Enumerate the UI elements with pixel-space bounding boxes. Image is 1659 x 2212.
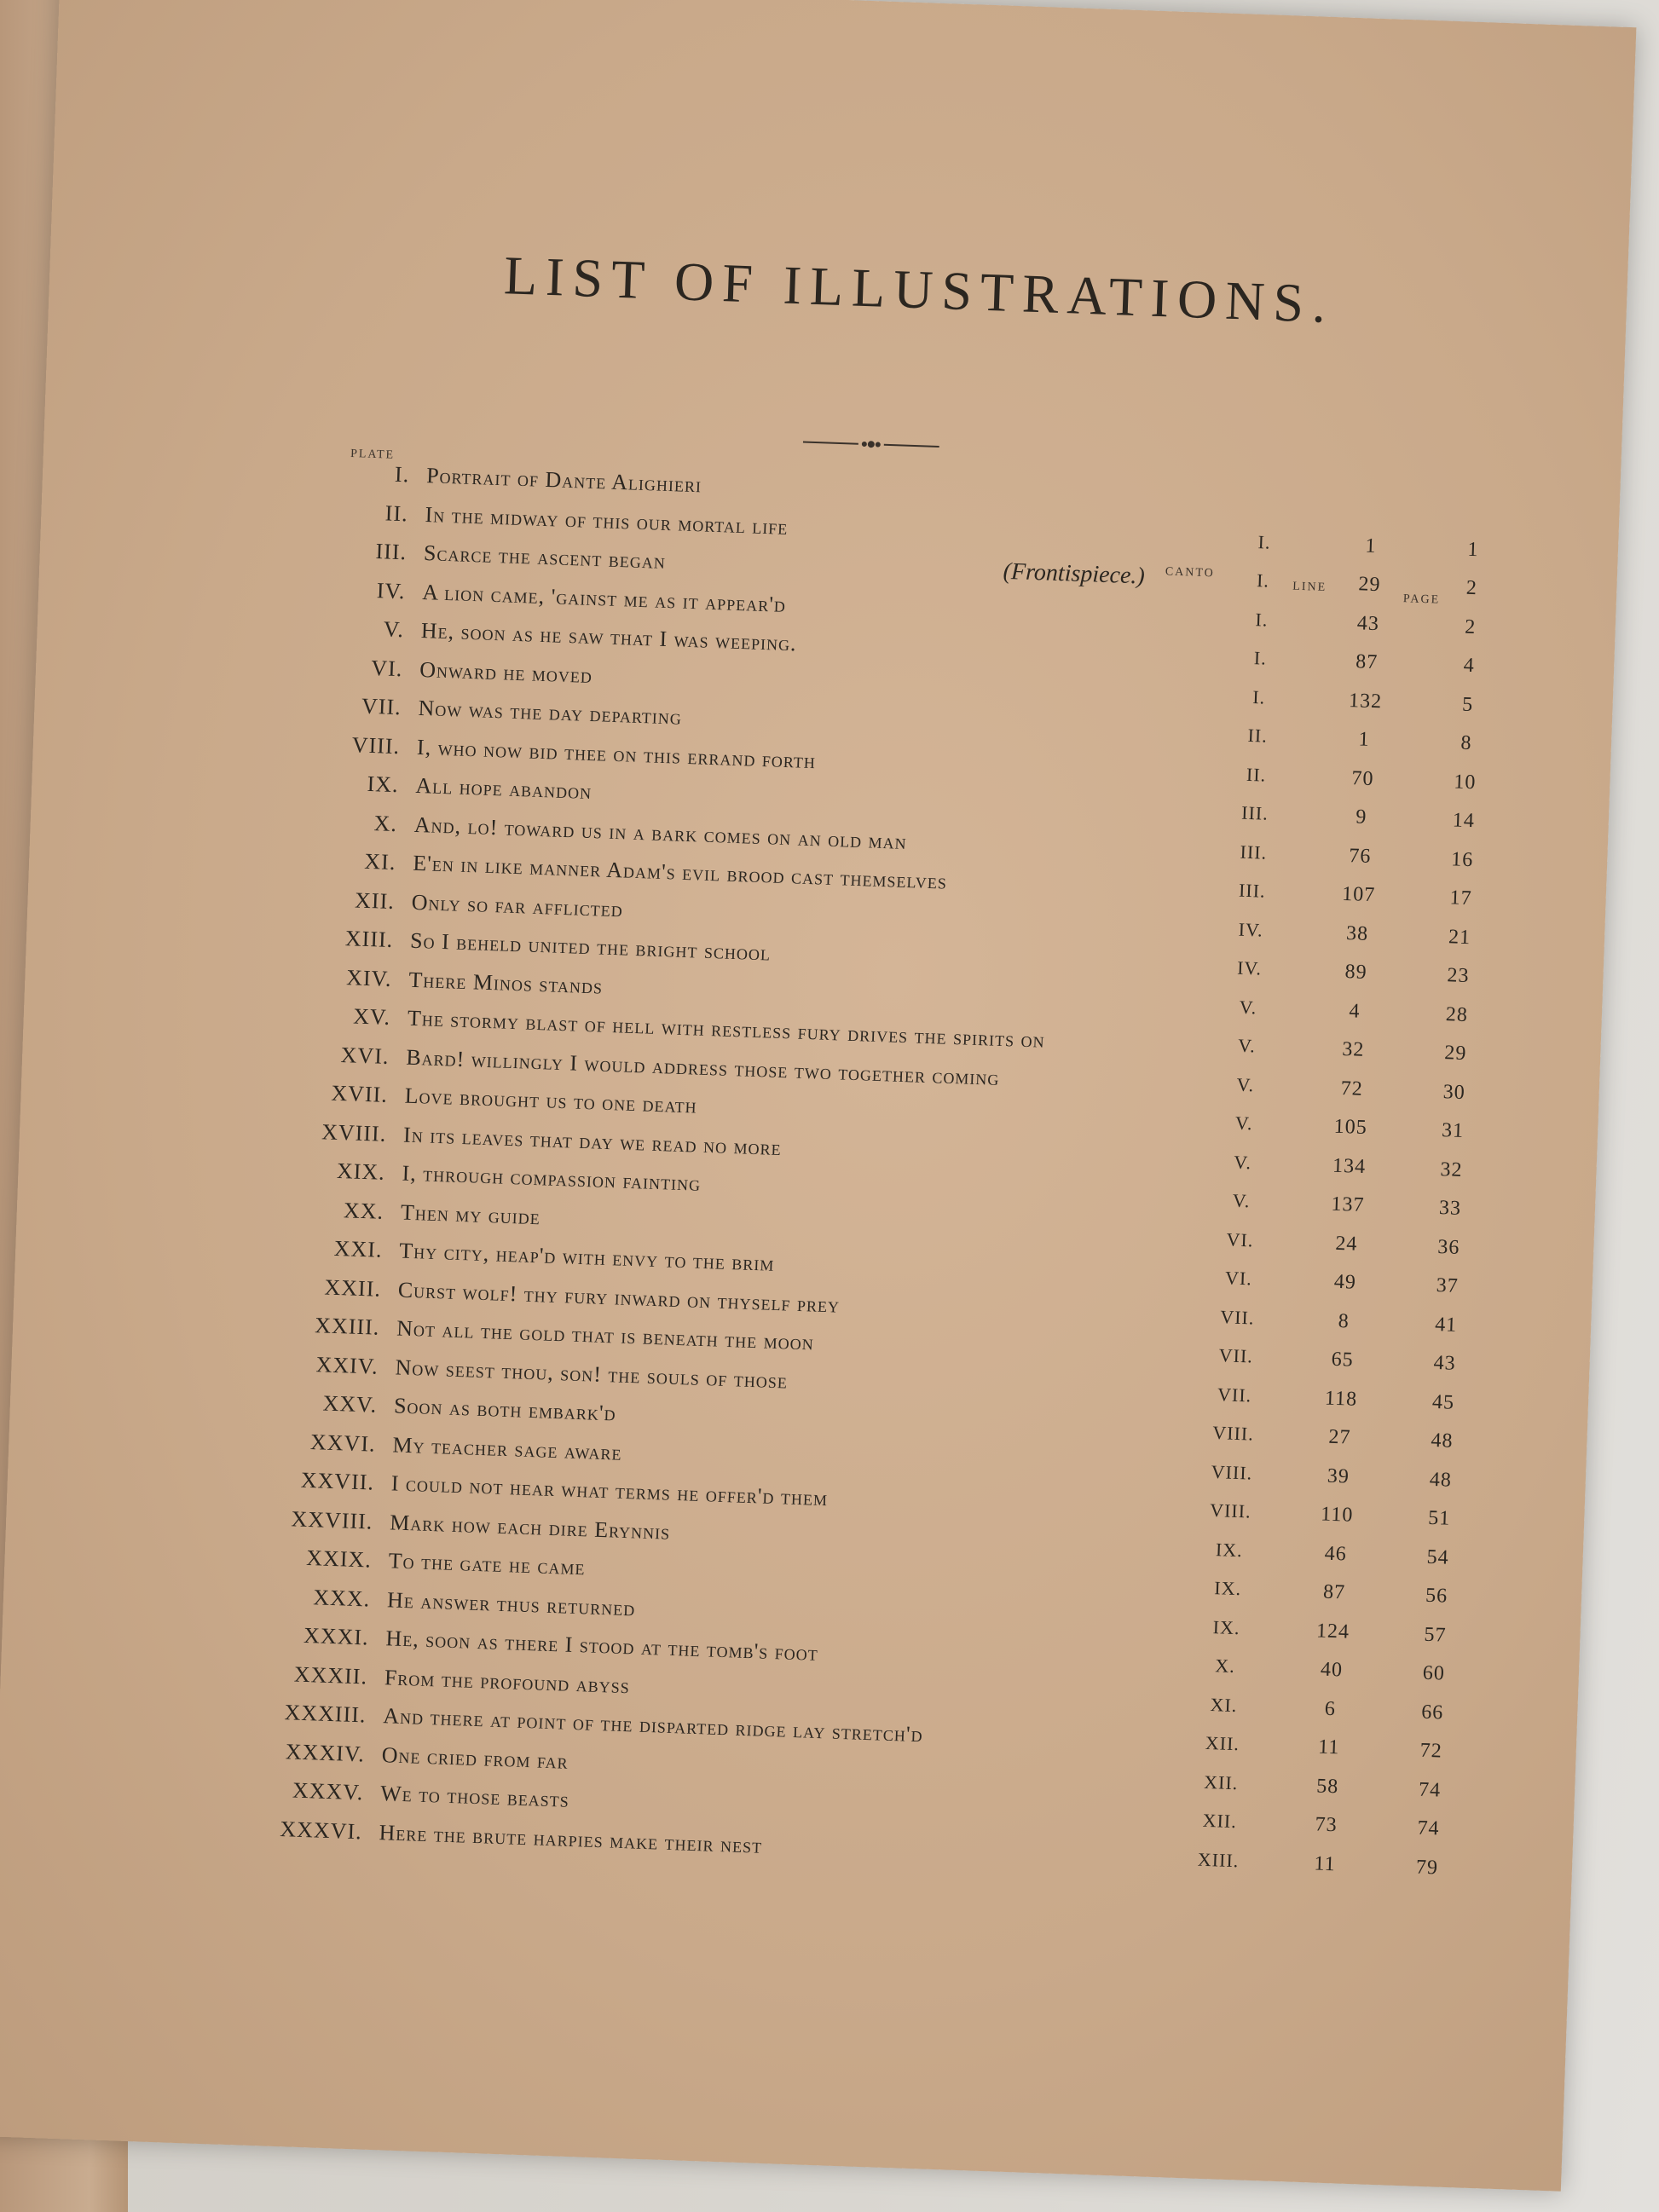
header-line: LINE <box>1292 580 1327 594</box>
page-value: 2 <box>1465 576 1478 600</box>
plate-caption: Curst wolf! thy fury inward on thyself prey <box>397 1276 841 1318</box>
page-value: 21 <box>1448 925 1471 949</box>
plate-caption: There Minos stands <box>408 967 604 999</box>
plate-caption: I, through compassion fainting <box>402 1160 702 1196</box>
page-value: 30 <box>1442 1080 1466 1104</box>
page-value: 51 <box>1427 1506 1451 1530</box>
page-value: 66 <box>1420 1701 1444 1724</box>
canto-value: III. <box>1240 840 1268 863</box>
line-value: 6 <box>1324 1697 1337 1720</box>
page-value: 60 <box>1422 1661 1446 1685</box>
canto-value: IX. <box>1213 1577 1242 1600</box>
canto-value: VIII. <box>1211 1421 1255 1445</box>
page-value: 28 <box>1445 1002 1469 1026</box>
line-value: 24 <box>1334 1232 1358 1256</box>
canto-value: XIII. <box>1197 1848 1240 1871</box>
plate-caption: To the gate he came <box>388 1548 587 1580</box>
page-value: 16 <box>1450 847 1474 871</box>
page-value: 72 <box>1419 1739 1443 1763</box>
page-value: 17 <box>1449 887 1473 910</box>
line-value: 73 <box>1315 1813 1338 1837</box>
plate-number: XXXI. <box>303 1622 370 1650</box>
plate-number: XXXII. <box>293 1661 368 1689</box>
line-value: 40 <box>1320 1658 1344 1682</box>
plate-number: XXXIII. <box>284 1700 367 1728</box>
plate-caption: Mark how each dire Erynnis <box>389 1509 671 1545</box>
canto-value: XI. <box>1210 1693 1238 1716</box>
page-value: 36 <box>1436 1235 1460 1259</box>
page-value: 74 <box>1418 1778 1442 1802</box>
canto-value: VII. <box>1217 1383 1252 1406</box>
canto-value: I. <box>1253 647 1268 669</box>
line-value: 43 <box>1356 611 1380 635</box>
plate-caption: Bard! willingly I would address those two together coming <box>405 1044 1000 1090</box>
line-value: 107 <box>1341 882 1376 907</box>
plate-number: XXVII. <box>300 1467 375 1495</box>
page-value: 48 <box>1429 1468 1453 1492</box>
plate-caption: Now seest thou, son! the souls of those <box>395 1354 789 1393</box>
canto-value: II. <box>1246 763 1267 786</box>
illustration-list <box>276 459 1500 1896</box>
plate-caption: Then my guide <box>400 1199 541 1229</box>
line-value: 46 <box>1324 1542 1348 1566</box>
plate-caption: My teacher sage aware <box>392 1431 623 1465</box>
plate-caption: In its leaves that day we read no more <box>402 1122 783 1160</box>
page-value: 10 <box>1453 770 1477 794</box>
canto-value: XII. <box>1205 1731 1240 1755</box>
line-value: 32 <box>1341 1037 1365 1061</box>
plate-caption: All hope abandon <box>415 772 592 805</box>
page-value: 56 <box>1425 1584 1448 1608</box>
plate-number: XV. <box>352 1003 391 1030</box>
page-value: 31 <box>1441 1119 1465 1143</box>
line-value: 4 <box>1349 999 1361 1023</box>
plate-number: IV. <box>376 577 406 604</box>
line-value: 137 <box>1331 1193 1365 1216</box>
canto-value: VII. <box>1219 1305 1255 1329</box>
canto-value: V. <box>1234 1112 1254 1135</box>
line-value: 118 <box>1324 1387 1358 1411</box>
page-value: 37 <box>1436 1274 1460 1297</box>
plate-number: II. <box>384 500 409 526</box>
line-value: 39 <box>1327 1464 1350 1488</box>
plate-number: XXXVI. <box>279 1816 363 1844</box>
plate-number: XXVIII. <box>291 1505 373 1534</box>
page-value: 23 <box>1447 964 1470 988</box>
line-value: 1 <box>1358 728 1371 751</box>
plate-number: I. <box>394 461 410 488</box>
plate-caption: He, soon as there I stood at the tomb's foot <box>385 1626 819 1666</box>
line-value: 89 <box>1344 961 1368 984</box>
page-value: 43 <box>1433 1351 1457 1375</box>
line-value: 105 <box>1333 1115 1368 1140</box>
plate-number: XXII. <box>324 1273 382 1302</box>
page-value: 14 <box>1452 809 1476 833</box>
line-value: 49 <box>1333 1270 1357 1294</box>
plate-number: IX. <box>367 771 400 798</box>
line-value: 87 <box>1355 650 1379 674</box>
canto-value: IX. <box>1212 1615 1240 1638</box>
plate-number: XIX. <box>336 1158 386 1185</box>
plate-caption: Portrait of Dante Alighieri <box>425 463 702 498</box>
line-value: 58 <box>1315 1774 1339 1798</box>
line-value: 9 <box>1355 806 1367 829</box>
plate-caption: Now was the day departing <box>418 695 683 730</box>
plate-number: XXVI. <box>309 1429 377 1457</box>
plate-number: XX. <box>343 1197 384 1224</box>
plate-caption: I, who now bid thee on this errand forth <box>416 734 817 773</box>
page-value: 2 <box>1464 615 1477 638</box>
canto-value: IV. <box>1236 956 1263 979</box>
canto-value: I. <box>1257 530 1271 553</box>
plate-caption: He, soon as he saw that I was weeping. <box>420 617 798 656</box>
line-value: 38 <box>1345 921 1369 945</box>
plate-caption: Soon as both embark'd <box>393 1393 617 1426</box>
canto-value: VI. <box>1224 1267 1253 1290</box>
plate-number: XVII. <box>331 1080 389 1107</box>
plate-caption: In the midway of this our mortal life <box>425 501 789 540</box>
plate-number: XXIV. <box>315 1351 379 1379</box>
page-value: 54 <box>1426 1545 1450 1569</box>
header-plate: PLATE <box>350 447 396 462</box>
plate-number: XXIX. <box>305 1545 373 1573</box>
plate-caption: Not all the gold that is beneath the moon <box>396 1315 815 1355</box>
canto-value: VII. <box>1218 1344 1254 1367</box>
canto-value: X. <box>1214 1655 1236 1678</box>
canto-value: VIII. <box>1209 1499 1252 1522</box>
plate-caption: And, lo! toward us in a bark comes on an old man <box>413 811 908 854</box>
plate-number: XXXIV. <box>285 1738 366 1766</box>
canto-value: V. <box>1239 996 1257 1018</box>
plate-caption: Scarce the ascent began <box>423 540 667 574</box>
line-value: 1 <box>1365 534 1377 557</box>
canto-value: III. <box>1240 801 1269 824</box>
page-value: 5 <box>1461 693 1474 716</box>
plate-number: XIII. <box>344 926 394 953</box>
plate-number: XI. <box>363 848 396 875</box>
page-value: 57 <box>1424 1623 1447 1647</box>
canto-value: I. <box>1256 569 1270 592</box>
canto-value: V. <box>1234 1151 1252 1173</box>
plate-caption: We to those beasts <box>379 1781 570 1812</box>
canto-value: IV. <box>1238 918 1264 941</box>
line-value: 134 <box>1332 1154 1367 1178</box>
page-value: 4 <box>1463 654 1476 678</box>
plate-caption: Here the brute harpies make their nest <box>379 1819 763 1858</box>
line-value: 72 <box>1340 1077 1364 1100</box>
plate-caption: Love brought us to one death <box>404 1083 698 1118</box>
plate-number: XXX. <box>312 1584 371 1612</box>
page-value: 32 <box>1440 1158 1463 1181</box>
line-value: 27 <box>1328 1425 1351 1449</box>
plate-number: XVI. <box>340 1042 390 1069</box>
line-value: 76 <box>1348 844 1372 868</box>
frontispiece-note: (Frontispiece.) <box>1003 557 1146 590</box>
canto-value: XII. <box>1202 1809 1238 1833</box>
plate-number: V. <box>383 616 405 643</box>
page-value: 33 <box>1438 1197 1462 1220</box>
canto-value: V. <box>1237 1034 1257 1057</box>
canto-value: V. <box>1232 1189 1251 1212</box>
plate-caption: He answer thus returned <box>386 1586 636 1620</box>
plate-caption: E'en in like manner Adam's evil brood cast themselves <box>412 850 948 894</box>
line-value: 132 <box>1348 689 1383 713</box>
page-value: 8 <box>1460 731 1472 755</box>
plate-caption: And there at point of the disparted ridge lay stretch'd <box>382 1703 924 1747</box>
line-value: 11 <box>1317 1736 1340 1759</box>
page-value: 41 <box>1434 1313 1458 1337</box>
ornament-divider <box>803 433 940 455</box>
plate-number: XVIII. <box>321 1118 387 1146</box>
line-value: 8 <box>1338 1309 1350 1332</box>
plate-caption: Thy city, heap'd with envy to the brim <box>398 1238 775 1276</box>
plate-number: III. <box>375 539 408 565</box>
line-value: 70 <box>1351 766 1374 790</box>
line-value: 65 <box>1331 1348 1355 1372</box>
plate-number: XXIII. <box>314 1313 380 1340</box>
canto-value: II. <box>1247 724 1269 747</box>
plate-caption: One cried from far <box>381 1741 569 1774</box>
plate-number: XXI. <box>333 1235 383 1262</box>
header-page: PAGE <box>1402 592 1441 607</box>
plate-number: XII. <box>354 887 396 914</box>
plate-caption: From the profound abyss <box>384 1664 631 1698</box>
plate-caption: Onward he moved <box>419 656 593 688</box>
header-canto: CANTO <box>1165 565 1216 580</box>
line-value: 110 <box>1320 1503 1354 1527</box>
plate-number: XIV. <box>345 964 393 991</box>
canto-value: I. <box>1255 608 1269 631</box>
page-value: 29 <box>1443 1042 1467 1066</box>
page-value: 74 <box>1417 1816 1440 1840</box>
canto-value: V. <box>1236 1073 1255 1095</box>
plate-number: X. <box>373 810 398 836</box>
plate-caption: I could not hear what terms he offer'd them <box>390 1470 829 1511</box>
line-value: 11 <box>1314 1851 1337 1875</box>
plate-number: XXV. <box>322 1390 378 1418</box>
page-value: 79 <box>1415 1856 1439 1879</box>
canto-value: VI. <box>1226 1227 1254 1250</box>
canto-value: VIII. <box>1211 1460 1253 1484</box>
plate-caption: So I beheld united the bright school <box>409 927 772 966</box>
page-value: 45 <box>1431 1390 1455 1414</box>
plate-number: VII. <box>361 693 402 720</box>
canto-value: III. <box>1238 879 1266 902</box>
canto-value: XII. <box>1203 1770 1239 1793</box>
plate-number: XXXV. <box>292 1777 364 1805</box>
canto-value: I. <box>1251 685 1266 708</box>
line-value: 124 <box>1315 1619 1350 1643</box>
plate-number: VI. <box>370 655 403 681</box>
page-value: 1 <box>1467 538 1479 561</box>
line-value: 87 <box>1322 1580 1346 1604</box>
plate-caption: A lion came, 'gainst me as it appear'd <box>421 579 787 617</box>
plate-caption: Only so far afflicted <box>411 889 624 921</box>
page-title: LIST OF ILLUSTRATIONS. <box>503 245 1336 335</box>
plate-caption: The stormy blast of hell with restless fury drives the spirits on <box>407 1005 1046 1053</box>
canto-value: IX. <box>1215 1538 1244 1561</box>
plate-number: VIII. <box>351 731 401 759</box>
line-value: 29 <box>1357 573 1381 597</box>
page-value: 48 <box>1430 1429 1454 1453</box>
